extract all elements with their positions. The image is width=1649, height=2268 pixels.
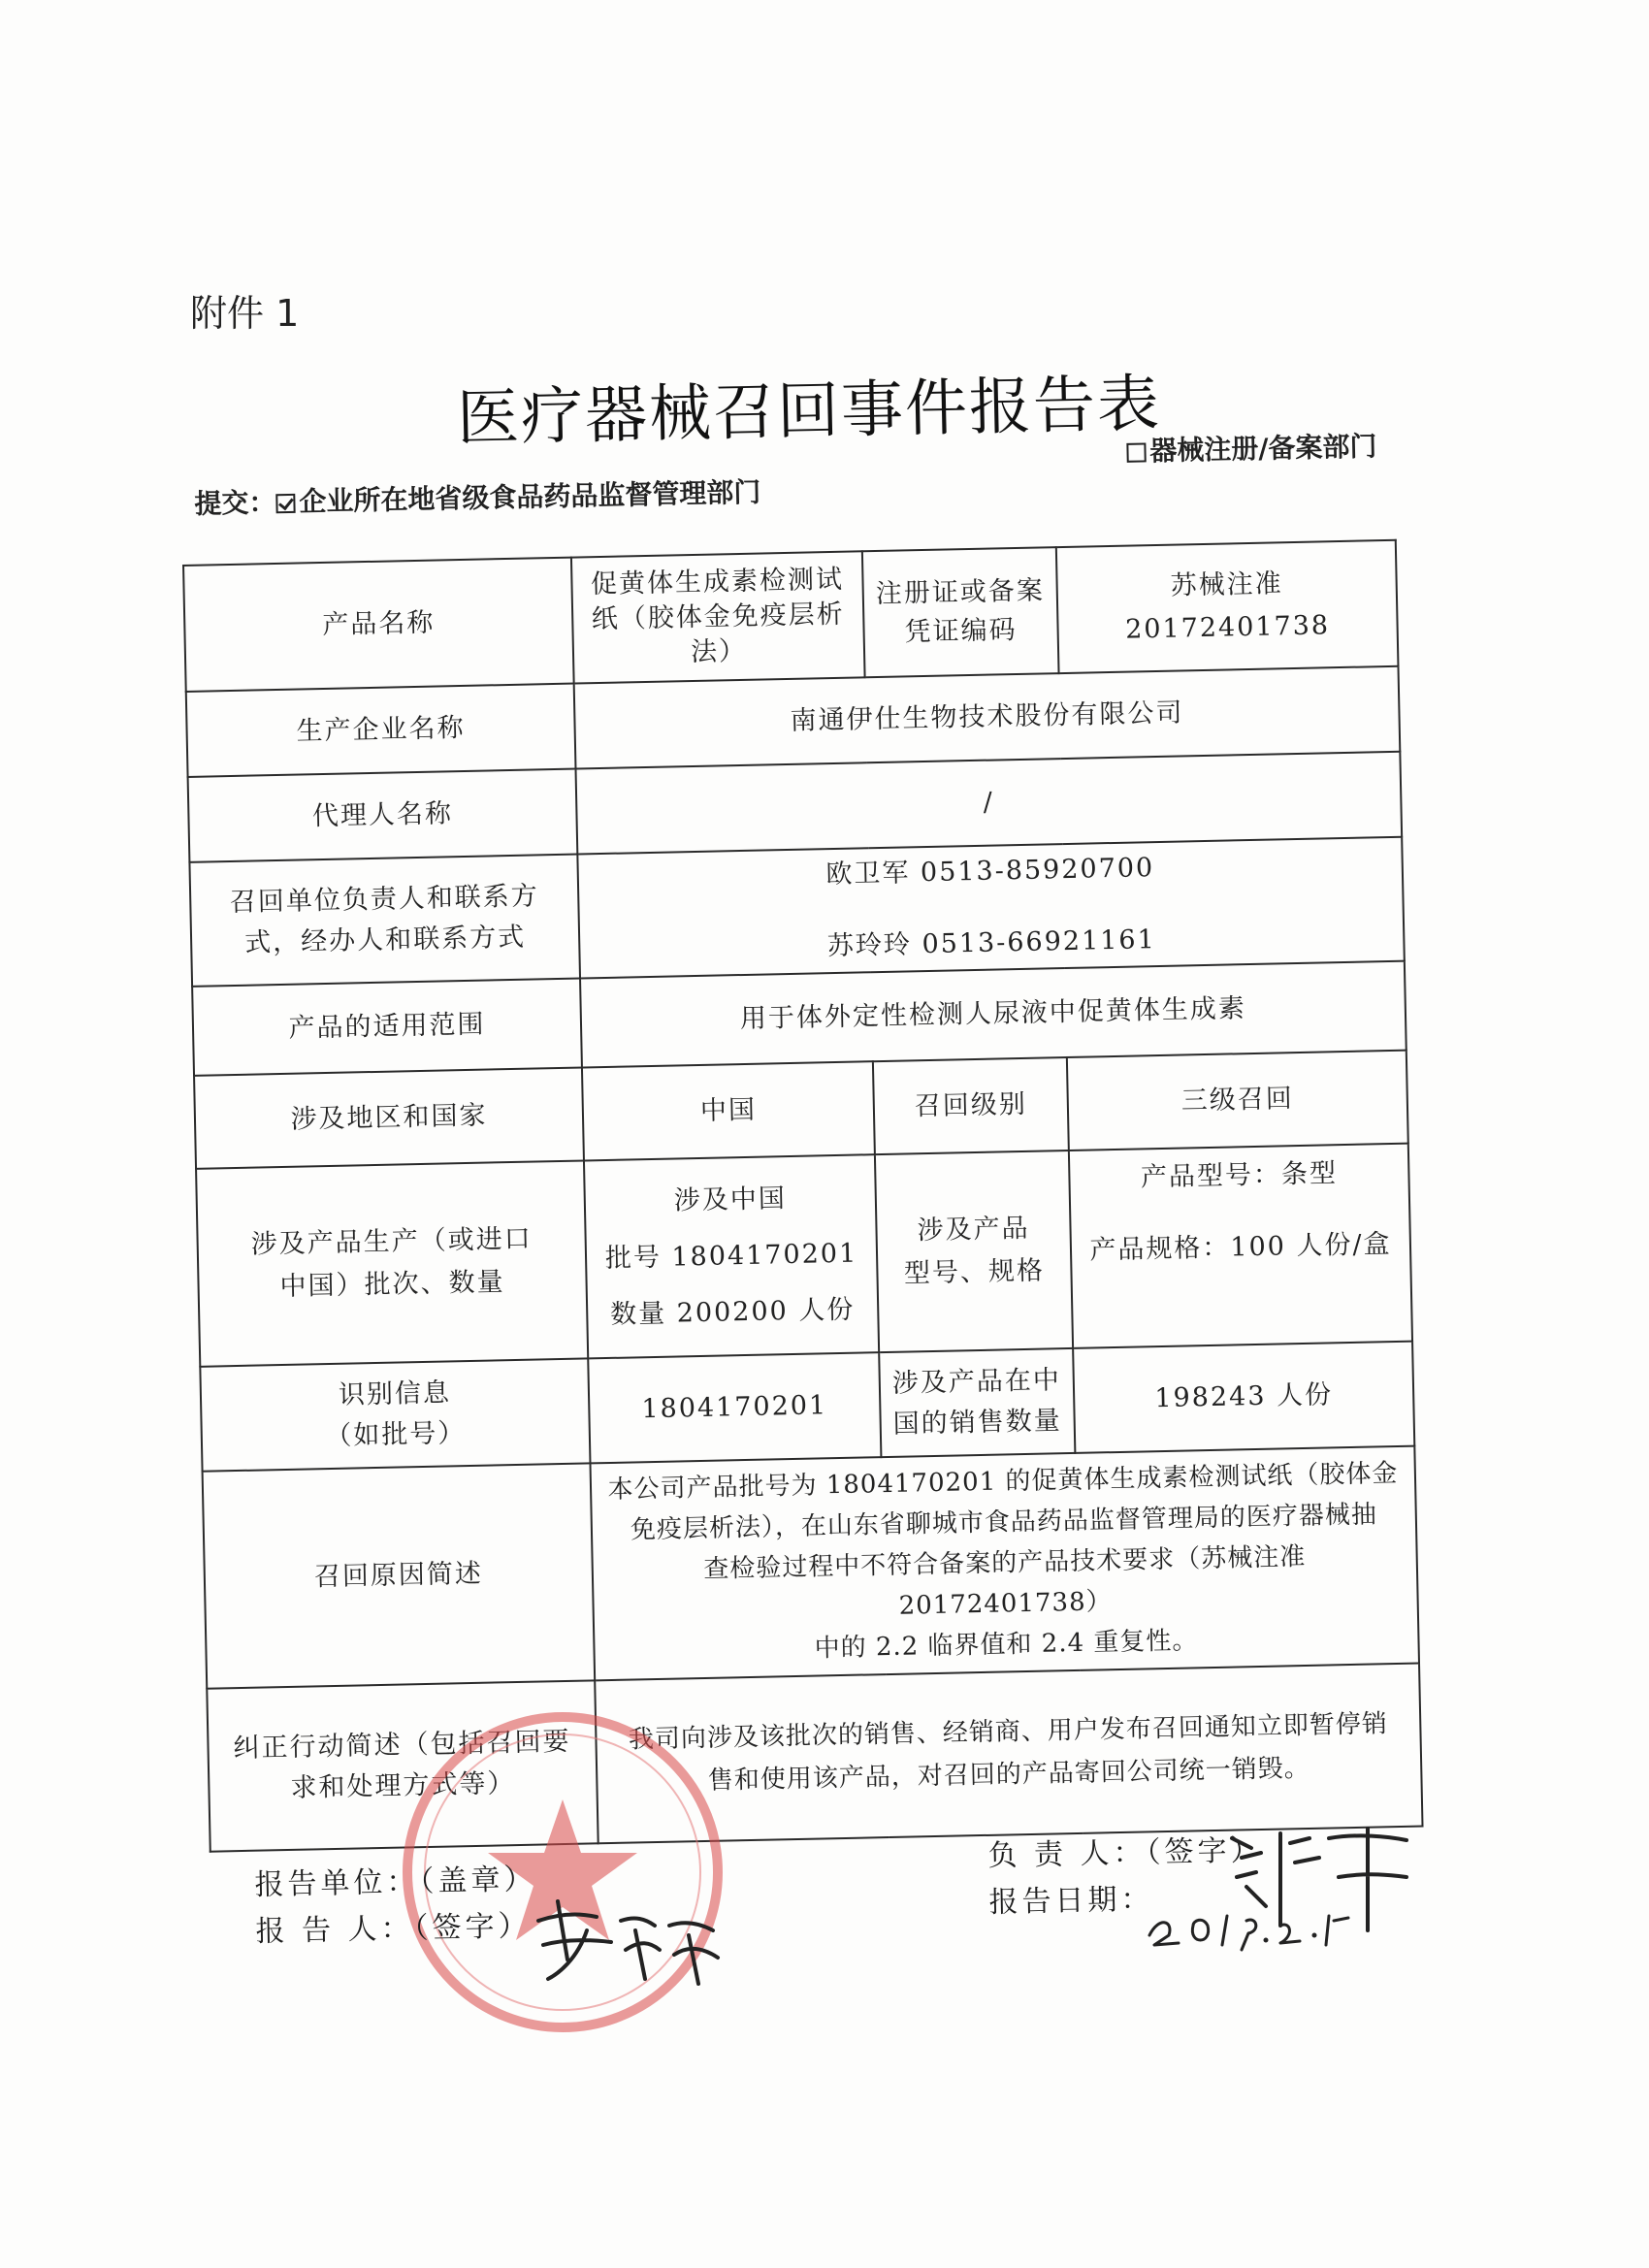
report-unit-label: 报告单位： [254, 1864, 420, 1902]
reporter-sign-label: （签字） [413, 1909, 532, 1946]
corrective-value: 我司向涉及该批次的销售、经销商、用户发布召回通知立即暂停销 售和使用该产品，对召回的产品寄回公司统一销毁。 [595, 1664, 1422, 1844]
identification-label: 识别信息 （如批号） [200, 1358, 590, 1471]
reporter-label: 报 告 人： [255, 1911, 414, 1949]
report-date-handwritten-icon [1140, 1896, 1353, 1955]
reporter-signature-icon [529, 1892, 732, 1989]
row-product-name [183, 540, 1398, 692]
submit-label: 提交： [194, 486, 276, 520]
report-form [182, 539, 1422, 1853]
scope-value: 用于体外定性检测人尿液中促黄体生成素 [580, 961, 1406, 1068]
submit-option-unselected: 器械注册/备案部门 [1148, 430, 1377, 468]
contact-value: 欧卫军 0513-85920700 苏玲玲 0513-66921161 [577, 837, 1404, 979]
product-name-label: 产品名称 [183, 558, 574, 692]
sales-label: 涉及产品在中 国的销售数量 [879, 1348, 1075, 1457]
batches-value: 涉及中国 批号 1804170201 数量 200200 人份 [584, 1154, 879, 1358]
reporter-row [255, 1903, 538, 1956]
page-title: 医疗器械召回事件报告表 [456, 368, 1162, 455]
submit-line [194, 430, 1378, 522]
checkbox-checked-icon[interactable] [275, 494, 295, 513]
attachment-label: 附件 1 [190, 292, 300, 335]
recall-level-value: 三级召回 [1067, 1051, 1408, 1150]
responsible-label: 负 责 人： [987, 1835, 1147, 1873]
submit-option-unselected-wrap [1126, 425, 1377, 469]
agent-label: 代理人名称 [188, 769, 578, 862]
sales-value: 198243 人份 [1073, 1342, 1414, 1453]
scope-label: 产品的适用范围 [192, 979, 582, 1076]
region-label: 涉及地区和国家 [194, 1067, 584, 1168]
footer-left [254, 1857, 538, 1956]
submit-option-selected: 企业所在地省级食品药品监督管理部门 [299, 475, 761, 518]
batches-label: 涉及产品生产（或进口 中国）批次、数量 [196, 1160, 588, 1366]
report-date-label: 报告日期： [988, 1882, 1154, 1920]
product-name-value: 促黄体生成素检测试 纸（胶体金免疫层析 法） [571, 551, 865, 683]
contact-label: 召回单位负责人和联系方 式，经办人和联系方式 [189, 855, 580, 987]
reason-value: 本公司产品批号为 1804170201 的促黄体生成素检测试纸（胶体金 免疫层析法），在山东省聊城市食品药品监督管理局的医疗器械抽 查检验过程中不符合备案的产品技术要求（苏械注准 20172401738） 中的 2.2 临界值和 2.4 重复性。 [590, 1446, 1419, 1681]
stamp-label: （盖章） [419, 1862, 537, 1899]
region-value: 中国 [582, 1061, 875, 1160]
reason-label: 召回原因简述 [203, 1463, 596, 1688]
manufacturer-value: 南通伊仕生物技术股份有限公司 [574, 666, 1401, 769]
corrective-label: 纠正行动简述（包括召回要 求和处理方式等） [207, 1680, 598, 1851]
row-reason [203, 1446, 1419, 1689]
row-batches [196, 1144, 1412, 1367]
report-table [182, 539, 1424, 1853]
model-value: 产品型号：条型 产品规格：100 人份/盒 [1069, 1144, 1412, 1348]
responsible-sign-label: （签字） [1146, 1833, 1264, 1870]
manufacturer-label: 生产企业名称 [186, 684, 576, 777]
model-label: 涉及产品 型号、规格 [875, 1150, 1073, 1352]
identification-value: 1804170201 [588, 1352, 881, 1463]
checkbox-empty-icon[interactable] [1126, 442, 1146, 462]
agent-value: / [575, 752, 1402, 855]
report-unit-row [254, 1857, 537, 1909]
recall-level-label: 召回级别 [873, 1057, 1069, 1154]
reg-no-label: 注册证或备案 凭证编码 [862, 547, 1059, 677]
reg-no-value: 苏械注准 20172401738 [1056, 540, 1399, 673]
